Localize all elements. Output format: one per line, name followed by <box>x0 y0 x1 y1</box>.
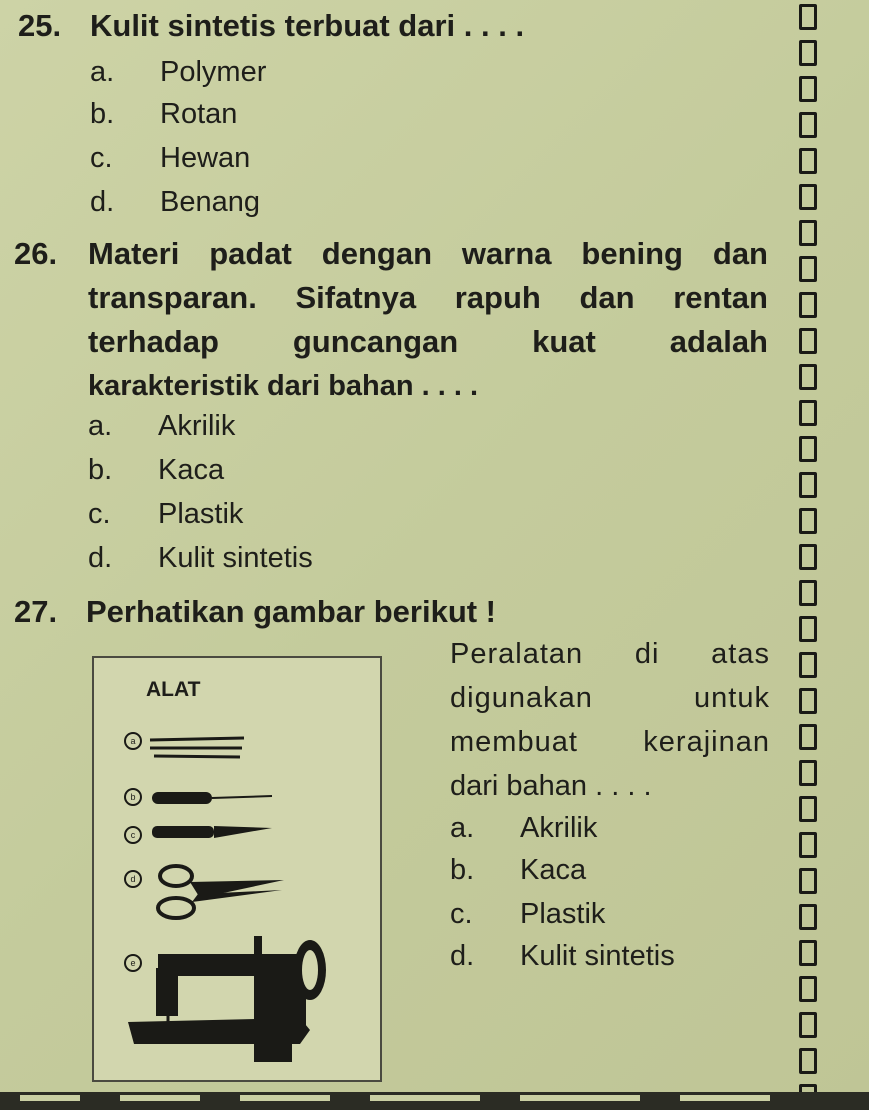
question-26-line-1: Materi padat dengan warna bening dan <box>88 236 768 271</box>
needles-icon <box>150 738 244 757</box>
binding-segment <box>799 796 817 822</box>
q26-option-b-letter: b. <box>88 454 113 486</box>
question-26-line-2: transparan. Sifatnya rapuh dan rentan <box>88 280 768 315</box>
binding-segment <box>799 472 817 498</box>
q26-option-a[interactable] <box>88 404 235 448</box>
figure-title: ALAT <box>146 678 201 701</box>
q25-option-b-text: Rotan <box>160 98 238 130</box>
binding-segment <box>799 148 817 174</box>
question-27-text: Perhatikan gambar berikut ! <box>86 594 497 629</box>
binding-segment <box>799 652 817 678</box>
question-25-number: 25. <box>18 8 62 43</box>
q25-option-d-letter: d. <box>90 186 115 218</box>
question-25-text: Kulit sintetis terbuat dari . . . . <box>90 8 525 43</box>
q27-option-c-letter: c. <box>450 898 473 930</box>
binding-segment <box>799 940 817 966</box>
q26-option-c[interactable] <box>88 492 243 536</box>
binding-segment <box>799 508 817 534</box>
q27-option-b[interactable] <box>450 848 586 892</box>
q25-option-a-letter: a. <box>90 56 115 88</box>
binding-segment <box>799 292 817 318</box>
q25-option-a-text: Polymer <box>160 56 267 88</box>
q26-option-a-letter: a. <box>88 410 113 442</box>
q27-option-a-text: Akrilik <box>520 812 598 844</box>
binding-segment <box>799 184 817 210</box>
q27-right-line-3: membuat kerajinan <box>450 726 770 758</box>
q27-option-c[interactable] <box>450 892 605 936</box>
q26-option-a-text: Akrilik <box>158 410 236 442</box>
figure-label-d: d <box>124 870 142 888</box>
binding-segment <box>799 1012 817 1038</box>
figure-label-b: b <box>124 788 142 806</box>
binding-segment <box>799 724 817 750</box>
q25-option-c-text: Hewan <box>160 142 251 174</box>
binding-segment <box>799 832 817 858</box>
q27-right-line-4: dari bahan . . . . <box>450 770 652 802</box>
binding-segment <box>799 976 817 1002</box>
binding-segment <box>799 364 817 390</box>
awl-icon <box>152 792 272 804</box>
figure-label-e: e <box>124 954 142 972</box>
binding-segment <box>799 436 817 462</box>
q25-option-d-text: Benang <box>160 186 260 218</box>
q25-option-b-letter: b. <box>90 98 115 130</box>
binding-segment <box>799 688 817 714</box>
question-26-number-line <box>14 232 86 276</box>
question-26-line-4: karakteristik dari bahan . . . . <box>88 370 479 402</box>
scissors-icon <box>158 866 284 918</box>
binding-segment <box>799 40 817 66</box>
q27-option-c-text: Plastik <box>520 898 606 930</box>
binding-segment <box>799 868 817 894</box>
q25-option-b[interactable] <box>90 92 237 136</box>
q25-option-c-letter: c. <box>90 142 113 174</box>
q27-right-line-2: digunakan untuk <box>450 682 770 714</box>
q27-option-a[interactable] <box>450 806 597 850</box>
q25-option-d[interactable] <box>90 180 260 224</box>
q27-option-a-letter: a. <box>450 812 475 844</box>
figure-label-c: c <box>124 826 142 844</box>
binding-segment <box>799 616 817 642</box>
q27-option-b-text: Kaca <box>520 854 587 886</box>
tools-figure <box>92 656 382 1082</box>
q26-option-c-letter: c. <box>88 498 111 530</box>
knife-icon <box>152 826 272 838</box>
question-27-number: 27. <box>14 594 58 629</box>
q26-option-d-text: Kulit sintetis <box>158 542 313 574</box>
page-binding-strip <box>795 0 821 1110</box>
q25-option-c[interactable] <box>90 136 250 180</box>
question-25 <box>18 4 524 48</box>
sewing-machine-icon <box>128 936 326 1062</box>
q27-option-d[interactable] <box>450 934 675 978</box>
tools-illustration <box>94 658 384 1084</box>
binding-segment <box>799 112 817 138</box>
page-bottom-edge <box>0 1092 869 1110</box>
q26-option-c-text: Plastik <box>158 498 244 530</box>
binding-segment <box>799 4 817 30</box>
binding-segment <box>799 220 817 246</box>
binding-segment <box>799 544 817 570</box>
binding-segment <box>799 328 817 354</box>
q26-option-d[interactable] <box>88 536 313 580</box>
binding-segment <box>799 580 817 606</box>
binding-segment <box>799 400 817 426</box>
question-26-number: 26. <box>14 236 58 271</box>
binding-segment <box>799 760 817 786</box>
binding-segment <box>799 1048 817 1074</box>
q27-option-d-text: Kulit sintetis <box>520 940 675 972</box>
binding-segment <box>799 256 817 282</box>
binding-segment <box>799 904 817 930</box>
question-26-line-3: terhadap guncangan kuat adalah <box>88 324 768 359</box>
q25-option-a[interactable] <box>90 50 266 94</box>
q26-option-b-text: Kaca <box>158 454 225 486</box>
q26-option-b[interactable] <box>88 448 224 492</box>
q26-option-d-letter: d. <box>88 542 113 574</box>
q27-option-b-letter: b. <box>450 854 475 886</box>
q27-right-line-1: Peralatan di atas <box>450 638 770 670</box>
question-27 <box>14 590 496 634</box>
binding-segment <box>799 76 817 102</box>
figure-label-a: a <box>124 732 142 750</box>
q27-option-d-letter: d. <box>450 940 475 972</box>
